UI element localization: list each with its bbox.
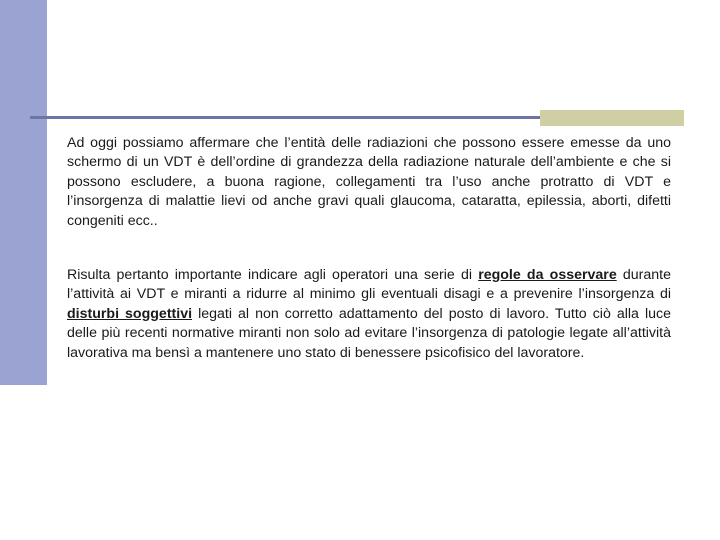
emphasis-rules: regole da osservare xyxy=(478,267,617,284)
emphasis-disturbances: disturbi soggettivi xyxy=(67,305,193,322)
body-text xyxy=(67,134,671,363)
left-accent-bar xyxy=(0,0,47,385)
header-accent-block xyxy=(540,110,684,126)
paragraph-guidelines xyxy=(67,266,671,363)
paragraph-guidelines-part-2: durante l’attività ai VDT e miranti a ridurre al minimo gli eventuali disagi e a prevenire l’insorgenza di xyxy=(67,267,671,303)
paragraph-guidelines-part-3: legati al non corretto adattamento del posto di lavoro. Tutto ciò alla luce delle più recenti normative miranti non solo ad evitare l’insorgenza di patologie legate all’attività lavorativa ma bensì a mantenere uno stato di benessere psicofisico del lavoratore. xyxy=(67,305,671,361)
paragraph-guidelines-part-1: Risulta pertanto importante indicare agli operatori una serie di xyxy=(67,267,479,284)
paragraph-radiation: Ad oggi possiamo affermare che l’entità delle radiazioni che possono essere emesse da uno schermo di un VDT è dell’ordine di grandezza della radiazione naturale dell’ambiente e che si possono escludere, a buona ragione, collegamenti tra l’uso anche protratto di VDT e l’insorgenza di malattie lievi od anche gravi quali glaucoma, cataratta, epilessia, aborti, difetti congeniti ecc.. xyxy=(67,135,671,229)
